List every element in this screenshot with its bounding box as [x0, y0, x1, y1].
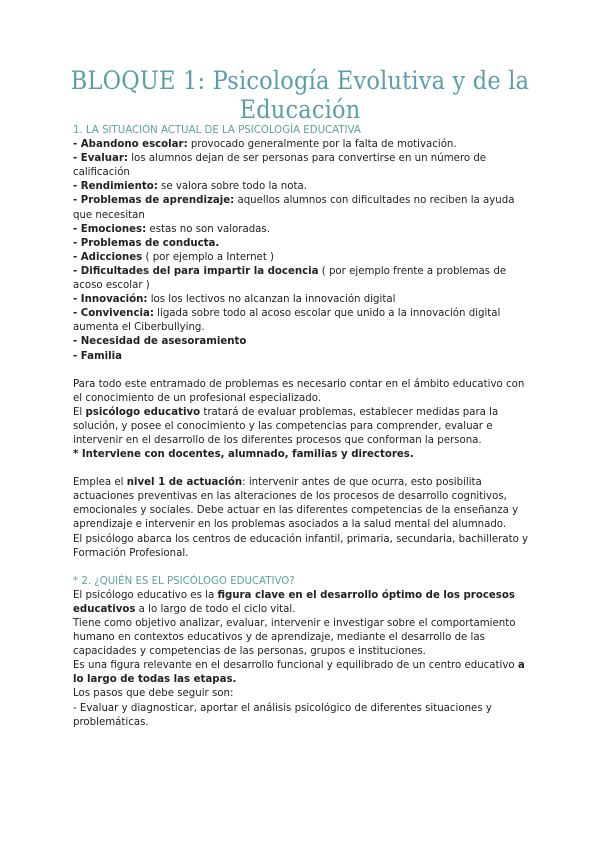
section-1-heading: 1. LA SITUACIÓN ACTUAL DE LA PSICOLOGÍA EDUCATIVA — [73, 125, 361, 136]
paragraph: Emplea el nivel 1 de actuación: intervenir antes de que ocurra, esto posibilita actuaciones preventivas en las alteraciones de los procesos de desarrollo cognitivos, emocionales y sociales. Debe actuar en las diferentes competencias de la enseñanza y aprendizaje e intervenir en los problemas asociados a la salud mental del alumnado. — [73, 477, 519, 531]
paragraph: - Evaluar y diagnosticar, aportar el análisis psicológico de diferentes situaciones y problemáticas. — [73, 702, 492, 728]
paragraph: * Interviene con docentes, alumnado, familias y directores. — [73, 449, 414, 461]
list-item: - Emociones: estas no son valoradas. — [73, 223, 270, 235]
problems-list — [73, 138, 533, 364]
section-2-heading: * 2. ¿QUIÉN ES EL PSICÓLOGO EDUCATIVO? — [73, 575, 295, 587]
paragraph: El psicólogo educativo es la figura clave en el desarrollo óptimo de los procesos educativos a lo largo de todo el ciclo vital. — [73, 589, 515, 615]
paragraph: El psicólogo educativo tratará de evaluar problemas, establecer medidas para la solución, y posee el conocimiento y las competencias para comprender, evaluar e intervenir en el desarrollo de los diferentes procesos que conforman la persona. — [73, 406, 499, 446]
list-item: - Rendimiento: se valora sobre todo la nota. — [73, 181, 307, 193]
list-item: - Problemas de aprendizaje: aquellos alumnos con dificultades no reciben la ayuda que necesitan — [73, 195, 515, 221]
document-body — [73, 124, 533, 730]
page-title: BLOQUE 1: Psicología Evolutiva y de la Educación — [70, 66, 530, 124]
list-item: - Familia — [73, 350, 122, 362]
list-item: - Necesidad de asesoramiento — [73, 336, 247, 348]
list-item: - Abandono escolar: provocado generalmente por la falta de motivación. — [73, 139, 457, 151]
list-item: - Innovación: los los lectivos no alcanzan la innovación digital — [73, 294, 396, 306]
list-item: - Dificultades del para impartir la docencia ( por ejemplo frente a problemas de acoso escolar ) — [73, 265, 507, 292]
paragraph: Los pasos que debe seguir son: — [73, 688, 234, 700]
paragraph: Es una figura relevante en el desarrollo funcional y equilibrado de un centro educativo a lo largo de todas las etapas. — [73, 660, 525, 686]
list-item: - Convivencia: ligada sobre todo al acoso escolar que unido a la innovación digital aumenta el Ciberbullying. — [73, 308, 501, 334]
paragraph: El psicólogo abarca los centros de educación infantil, primaria, secundaria, bachillerato y Formación Profesional. — [73, 533, 529, 559]
paragraph: Tiene como objetivo analizar, evaluar, intervenir e investigar sobre el comportamiento humano en contextos educativos y de aprendizaje, mediante el desarrollo de las capacidades y competencias de las personas, grupos e instituciones. — [73, 618, 516, 658]
paragraph: Para todo este entramado de problemas es necesario contar en el ámbito educativo con el conocimiento de un profesional especializado. — [73, 378, 525, 404]
list-item: - Evaluar: los alumnos dejan de ser personas para convertirse en un número de calificación — [73, 153, 487, 179]
list-item: - Problemas de conducta. — [73, 237, 220, 249]
list-item: - Adicciones ( por ejemplo a Internet ) — [73, 251, 275, 263]
